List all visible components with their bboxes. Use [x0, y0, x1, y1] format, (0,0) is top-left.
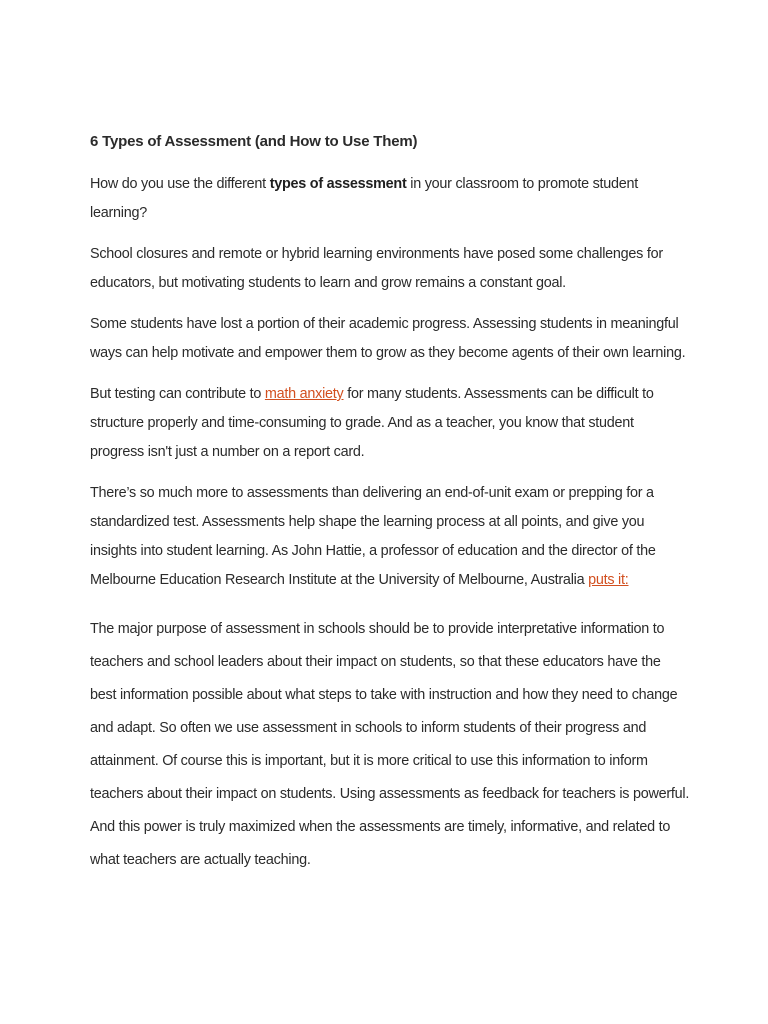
testing-text-end: for many students. Assessments can be difficult to structure properly and time-consuming to grade. And as a teacher, you know that student progress isn't just a number on a report card.	[90, 386, 654, 460]
intro-text-end: in your classroom to promote student learning?	[90, 176, 639, 221]
hattie-text: There’s so much more to assessments than delivering an end-of-unit exam or prepping for a standardized test. Assessments help shape the learning process at all points, and give you insights into student learning. As John Hattie, a professor of education and the director of the Melbourne Education Research Institute at the University of Melbourne, Australia	[90, 485, 656, 588]
testing-text-start: But testing can contribute to	[90, 386, 265, 402]
paragraph-academic-progress: Some students have lost a portion of their academic progress. Assessing students in meaningful ways can help motivate and empower them to grow as they become agents of their own learning.	[90, 316, 686, 361]
paragraph-intro	[90, 170, 690, 228]
paragraph-school-closures: School closures and remote or hybrid learning environments have posed some challenges for educators, but motivating students to learn and grow remains a constant goal.	[90, 246, 663, 291]
intro-bold-phrase: types of assessment	[269, 176, 407, 192]
paragraph-testing	[90, 380, 690, 467]
hattie-quote: The major purpose of assessment in schools should be to provide interpretative information to teachers and school leaders about their impact on students, so that these educators have the best information possible about what steps to take with instruction and how they need to change and adapt. So often we use assessment in schools to inform students of their progress and attainment. Of course this is important, but it is more critical to use this information to inform teachers about their impact on students. Using assessments as feedback for teachers is powerful. And this power is truly maximized when the assessments are timely, informative, and related to what teachers are actually teaching.	[90, 621, 690, 868]
article-title: 6 Types of Assessment (and How to Use Them)	[90, 133, 418, 150]
paragraph-hattie	[90, 479, 690, 595]
article	[90, 128, 690, 877]
puts-it-link[interactable]: puts it:	[588, 572, 629, 588]
math-anxiety-link[interactable]: math anxiety	[264, 386, 344, 402]
intro-text-start: How do you use the different	[90, 176, 270, 192]
